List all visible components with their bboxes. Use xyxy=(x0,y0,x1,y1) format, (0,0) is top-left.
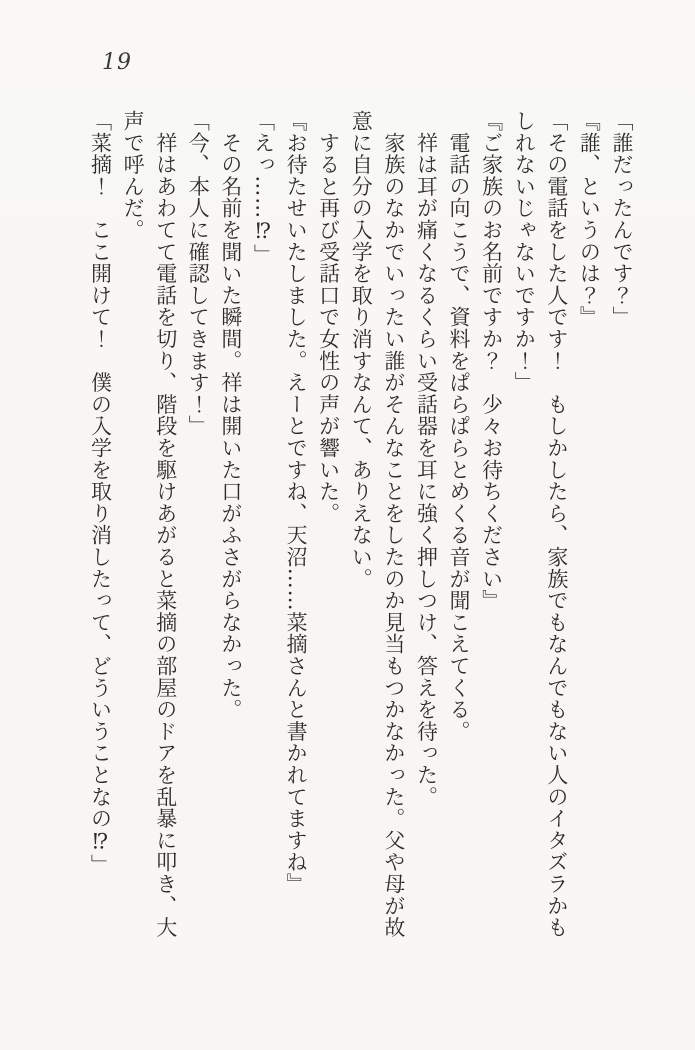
dialogue-line: 『ご家族のお名前ですか？ 少々お待ちください』 xyxy=(479,110,504,612)
narrative-line: 電話の向こうで、資料をぱらぱらとめくる音が聞こえてくる。 xyxy=(447,110,472,743)
dialogue-line: 「今、本人に確認してきます！」 xyxy=(186,110,211,437)
page-number: 19 xyxy=(102,50,132,75)
dialogue-line: 「えっ……⁉」 xyxy=(251,110,276,266)
narrative-line: 家族のなかでいったい誰がそんなことをしたのか見当もつかなかった。父や母が故意に自分の入学を取り消すなんて、ありえない。 xyxy=(349,110,406,939)
dialogue-line: 『誰、というのは？』 xyxy=(577,110,602,328)
text-block xyxy=(84,110,638,950)
dialogue-line: 『お待たせいたしました。えーとですね、天沼……菜摘さんと書かれてますね』 xyxy=(284,110,309,895)
dialogue-line: 「菜摘！ ここ開けて！ 僕の入学を取り消したって、どういうことなの⁉」 xyxy=(88,110,113,876)
dialogue-line: 「誰だったんです？」 xyxy=(610,110,634,328)
narrative-line: すると再び受話口で女性の声が響いた。 xyxy=(316,110,341,525)
narrative-line: 祥はあわてて電話を切り、階段を駆けあがると菜摘の部屋のドアを乱暴に叩き、大声で呼んだ。 xyxy=(121,110,178,939)
narrative-line: 祥は耳が痛くなるくらい受話器を耳に強く押しつけ、答えを待った。 xyxy=(414,110,439,808)
narrative-line: その名前を聞いた瞬間。祥は開いた口がふさがらなかった。 xyxy=(218,110,243,721)
dialogue-line: 「その電話をした人です！ もしかしたら、家族でもなんでもない人のイタズラかもしれないじゃないですか！」 xyxy=(512,110,569,939)
